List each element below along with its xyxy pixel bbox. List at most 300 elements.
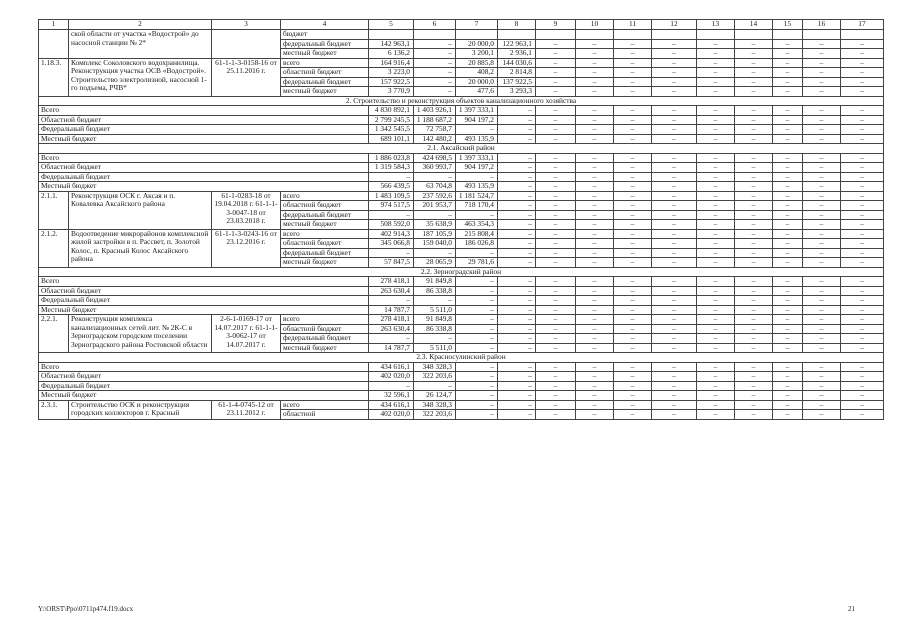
funding-source: бюджет [281, 30, 369, 40]
value-cell: – [773, 239, 803, 249]
funding-source: местный бюджет [281, 258, 369, 268]
value-cell: – [803, 134, 841, 144]
summary-row [39, 182, 884, 192]
value-cell: – [536, 258, 576, 268]
value-cell: – [614, 400, 652, 410]
value-cell: – [652, 106, 697, 116]
value-cell: – [536, 201, 576, 211]
object-name: Строительство ОСК и реконструкция городских коллекторов г. Красный [69, 400, 212, 419]
funding-source: областной бюджет [281, 324, 369, 334]
summary-row [39, 172, 884, 182]
value-cell: – [735, 191, 773, 201]
value-cell: – [614, 258, 652, 268]
value-cell: – [614, 191, 652, 201]
value-cell: 348 328,3 [414, 362, 456, 372]
value-cell: – [735, 201, 773, 211]
value-cell: – [697, 125, 735, 135]
value-cell: – [652, 248, 697, 258]
summary-label: Областной бюджет [39, 286, 369, 296]
column-number: 3 [212, 20, 281, 30]
value-cell: 159 040,0 [414, 239, 456, 249]
value-cell: – [841, 220, 884, 230]
column-number: 15 [773, 20, 803, 30]
funding-source: всего [281, 400, 369, 410]
value-cell: – [803, 305, 841, 315]
value-cell: – [456, 315, 498, 325]
value-cell: – [697, 210, 735, 220]
value-cell: – [841, 239, 884, 249]
value-cell: – [498, 324, 536, 334]
funding-source: местный бюджет [281, 49, 369, 59]
value-cell: – [456, 362, 498, 372]
value-cell: – [773, 77, 803, 87]
column-number: 12 [652, 20, 697, 30]
value-cell: – [841, 163, 884, 173]
value-cell: – [498, 381, 536, 391]
value-cell: 1 403 926,1 [414, 106, 456, 116]
value-cell: – [803, 334, 841, 344]
value-cell: – [456, 410, 498, 420]
funding-source: местный бюджет [281, 220, 369, 230]
value-cell: – [456, 343, 498, 353]
value-cell: – [498, 248, 536, 258]
value-cell [414, 30, 456, 40]
value-cell: 904 197,2 [456, 163, 498, 173]
value-cell: 322 203,6 [414, 410, 456, 420]
value-cell: – [576, 296, 614, 306]
value-cell: – [773, 296, 803, 306]
value-cell: 215 808,4 [456, 229, 498, 239]
funding-source: местный бюджет [281, 87, 369, 97]
value-cell: – [841, 134, 884, 144]
object-name: Реконструкция комплекса канализационных сетей лит. № 2К-С в Зерноградском городском поселении Зерноградского района Ростовской области [69, 315, 212, 353]
summary-label: Областной бюджет [39, 163, 369, 173]
value-cell: 718 170,4 [456, 201, 498, 211]
value-cell: – [498, 362, 536, 372]
section-title: 2.2. Зерноградский район [39, 267, 884, 277]
column-number: 11 [614, 20, 652, 30]
funding-source: федеральный бюджет [281, 210, 369, 220]
value-cell: – [697, 58, 735, 68]
value-cell: – [841, 324, 884, 334]
value-cell: – [576, 201, 614, 211]
summary-row [39, 106, 884, 116]
value-cell: – [841, 286, 884, 296]
value-cell: – [697, 106, 735, 116]
value-cell: – [414, 39, 456, 49]
value-cell: – [652, 220, 697, 230]
value-cell: 434 616,1 [369, 362, 414, 372]
value-cell: – [735, 77, 773, 87]
value-cell: – [652, 77, 697, 87]
funding-source: местный бюджет [281, 343, 369, 353]
value-cell: – [369, 210, 414, 220]
value-cell: – [773, 229, 803, 239]
value-cell: – [652, 315, 697, 325]
value-cell: – [536, 191, 576, 201]
value-cell: – [697, 343, 735, 353]
funding-source: областной бюджет [281, 68, 369, 78]
summary-label: Местный бюджет [39, 391, 369, 401]
value-cell: – [841, 296, 884, 306]
object-name: Реконструкция ОСК г. Аксая и п. Ковалевка Аксайского района [69, 191, 212, 229]
funding-source: всего [281, 315, 369, 325]
value-cell: – [498, 134, 536, 144]
value-cell: – [536, 315, 576, 325]
table-body [39, 20, 884, 420]
value-cell: – [536, 68, 576, 78]
value-cell: 2 799 245,5 [369, 115, 414, 125]
value-cell: – [536, 296, 576, 306]
value-cell: – [614, 343, 652, 353]
value-cell: – [614, 410, 652, 420]
value-cell: – [735, 115, 773, 125]
value-cell: – [735, 343, 773, 353]
value-cell: – [652, 39, 697, 49]
value-cell: – [697, 334, 735, 344]
file-path: Y:\ORST\Ppo\0711p474.f19.docx [38, 605, 134, 613]
value-cell: – [614, 220, 652, 230]
value-cell: – [735, 172, 773, 182]
value-cell: 493 135,9 [456, 134, 498, 144]
funding-source: всего [281, 58, 369, 68]
object-row [39, 400, 884, 410]
value-cell: – [773, 172, 803, 182]
value-cell: 72 758,7 [414, 125, 456, 135]
value-cell: 29 781,6 [456, 258, 498, 268]
value-cell: – [735, 305, 773, 315]
value-cell: – [803, 315, 841, 325]
value-cell: – [803, 49, 841, 59]
value-cell: – [456, 305, 498, 315]
summary-row [39, 134, 884, 144]
value-cell: – [773, 210, 803, 220]
value-cell: – [576, 115, 614, 125]
value-cell: 35 638,9 [414, 220, 456, 230]
funding-source: областной бюджет [281, 239, 369, 249]
value-cell: – [498, 410, 536, 420]
value-cell: – [697, 391, 735, 401]
value-cell: 122 963,1 [498, 39, 536, 49]
summary-row [39, 391, 884, 401]
value-cell: – [498, 115, 536, 125]
value-cell: – [414, 87, 456, 97]
value-cell [697, 30, 735, 40]
value-cell: – [841, 58, 884, 68]
value-cell: – [697, 201, 735, 211]
value-cell: – [652, 191, 697, 201]
value-cell: – [369, 248, 414, 258]
funding-source: областной [281, 410, 369, 420]
value-cell: – [536, 106, 576, 116]
value-cell: – [498, 286, 536, 296]
value-cell: – [536, 324, 576, 334]
value-cell: 142 480,2 [414, 134, 456, 144]
value-cell: – [498, 400, 536, 410]
value-cell: – [697, 296, 735, 306]
value-cell: – [735, 68, 773, 78]
value-cell: – [735, 296, 773, 306]
value-cell: – [773, 305, 803, 315]
value-cell: – [697, 372, 735, 382]
value-cell: 3 293,3 [498, 87, 536, 97]
value-cell: 237 592,6 [414, 191, 456, 201]
value-cell: – [414, 172, 456, 182]
value-cell: 434 616,1 [369, 400, 414, 410]
object-number: 1.18.3. [39, 58, 69, 96]
value-cell: – [773, 49, 803, 59]
value-cell: – [498, 201, 536, 211]
value-cell: – [456, 248, 498, 258]
value-cell: 3 770,9 [369, 87, 414, 97]
value-cell: – [576, 68, 614, 78]
value-cell: – [652, 400, 697, 410]
value-cell: – [773, 410, 803, 420]
value-cell: – [841, 258, 884, 268]
section-row [39, 144, 884, 154]
value-cell: – [841, 210, 884, 220]
column-number: 7 [456, 20, 498, 30]
value-cell: 4 830 892,1 [369, 106, 414, 116]
value-cell: 1 181 524,7 [456, 191, 498, 201]
value-cell: – [614, 125, 652, 135]
value-cell: – [576, 239, 614, 249]
value-cell: – [841, 77, 884, 87]
value-cell: – [456, 391, 498, 401]
value-cell: – [576, 410, 614, 420]
value-cell: – [536, 239, 576, 249]
value-cell: – [576, 324, 614, 334]
value-cell: – [652, 410, 697, 420]
value-cell: – [614, 324, 652, 334]
value-cell: – [735, 106, 773, 116]
value-cell: – [803, 182, 841, 192]
value-cell: 186 026,8 [456, 239, 498, 249]
value-cell: – [841, 305, 884, 315]
value-cell: – [735, 400, 773, 410]
value-cell: – [536, 372, 576, 382]
value-cell: – [803, 324, 841, 334]
value-cell: – [841, 391, 884, 401]
value-cell: – [841, 381, 884, 391]
value-cell: – [841, 39, 884, 49]
value-cell: – [614, 229, 652, 239]
value-cell: – [536, 125, 576, 135]
value-cell: 3 200,1 [456, 49, 498, 59]
value-cell: – [841, 87, 884, 97]
value-cell: – [498, 106, 536, 116]
value-cell: 187 105,9 [414, 229, 456, 239]
value-cell: – [803, 296, 841, 306]
value-cell: – [536, 87, 576, 97]
value-cell: – [697, 49, 735, 59]
value-cell: – [697, 182, 735, 192]
value-cell: 6 136,2 [369, 49, 414, 59]
summary-label: Местный бюджет [39, 134, 369, 144]
value-cell: – [735, 372, 773, 382]
value-cell: – [773, 201, 803, 211]
value-cell: – [841, 106, 884, 116]
value-cell: – [614, 163, 652, 173]
value-cell: – [841, 115, 884, 125]
value-cell: – [652, 172, 697, 182]
summary-row [39, 115, 884, 125]
value-cell: – [803, 106, 841, 116]
value-cell: 32 596,1 [369, 391, 414, 401]
value-cell: – [652, 163, 697, 173]
value-cell: – [414, 381, 456, 391]
value-cell: – [652, 381, 697, 391]
column-number: 14 [735, 20, 773, 30]
value-cell: – [536, 391, 576, 401]
value-cell: – [735, 258, 773, 268]
value-cell: – [773, 343, 803, 353]
value-cell: – [498, 172, 536, 182]
value-cell [456, 30, 498, 40]
value-cell: – [498, 220, 536, 230]
value-cell: – [841, 182, 884, 192]
object-number: 2.3.1. [39, 400, 69, 419]
value-cell: – [803, 400, 841, 410]
value-cell: – [803, 210, 841, 220]
value-cell: – [735, 125, 773, 135]
section-row [39, 353, 884, 363]
value-cell: – [576, 362, 614, 372]
value-cell: – [576, 191, 614, 201]
value-cell: – [576, 258, 614, 268]
value-cell: 63 704,8 [414, 182, 456, 192]
funding-source: областной бюджет [281, 201, 369, 211]
column-number: 1 [39, 20, 69, 30]
value-cell: – [498, 315, 536, 325]
value-cell: – [369, 381, 414, 391]
object-requisites: 61-1-4-0745-12 от 23.11.2012 г. [212, 400, 281, 419]
summary-label: Местный бюджет [39, 182, 369, 192]
value-cell [803, 30, 841, 40]
value-cell: – [841, 343, 884, 353]
value-cell: – [652, 391, 697, 401]
object-number: 2.1.1. [39, 191, 69, 229]
value-cell: – [456, 277, 498, 287]
object-row [39, 58, 884, 68]
value-cell: 26 124,7 [414, 391, 456, 401]
value-cell: – [803, 362, 841, 372]
funding-source: федеральный бюджет [281, 334, 369, 344]
value-cell: – [735, 153, 773, 163]
value-cell: 137 922,5 [498, 77, 536, 87]
object-number [39, 30, 69, 59]
value-cell: – [576, 305, 614, 315]
summary-label: Местный бюджет [39, 305, 369, 315]
value-cell: – [697, 324, 735, 334]
value-cell: 278 418,1 [369, 277, 414, 287]
summary-row [39, 296, 884, 306]
value-cell: – [652, 134, 697, 144]
value-cell: – [498, 239, 536, 249]
value-cell: 408,2 [456, 68, 498, 78]
value-cell [841, 30, 884, 40]
summary-label: Всего [39, 153, 369, 163]
value-cell: – [652, 343, 697, 353]
value-cell: – [735, 239, 773, 249]
value-cell: – [536, 134, 576, 144]
value-cell: – [735, 410, 773, 420]
value-cell: – [735, 220, 773, 230]
value-cell: – [803, 410, 841, 420]
value-cell: – [536, 410, 576, 420]
value-cell: – [652, 182, 697, 192]
value-cell: – [841, 362, 884, 372]
value-cell: – [697, 77, 735, 87]
value-cell: – [414, 248, 456, 258]
value-cell: – [614, 305, 652, 315]
value-cell: 2 936,1 [498, 49, 536, 59]
value-cell: 689 101,1 [369, 134, 414, 144]
value-cell: 322 203,6 [414, 372, 456, 382]
value-cell: – [536, 49, 576, 59]
value-cell: – [414, 77, 456, 87]
value-cell: 402 914,3 [369, 229, 414, 239]
summary-label: Федеральный бюджет [39, 125, 369, 135]
value-cell: – [773, 153, 803, 163]
column-number: 8 [498, 20, 536, 30]
value-cell [498, 30, 536, 40]
value-cell: 164 916,4 [369, 58, 414, 68]
value-cell: – [614, 106, 652, 116]
value-cell: – [576, 400, 614, 410]
value-cell: – [773, 324, 803, 334]
value-cell: – [576, 334, 614, 344]
value-cell: – [803, 343, 841, 353]
object-name: ской области от участка «Водострой» до насосной станции № 2* [69, 30, 212, 59]
funding-source: всего [281, 191, 369, 201]
value-cell: – [697, 239, 735, 249]
value-cell: – [735, 315, 773, 325]
value-cell: 20 000,0 [456, 39, 498, 49]
section-title: 2.1. Аксайский район [39, 144, 884, 154]
value-cell: 1 397 333,1 [456, 106, 498, 116]
value-cell: – [652, 68, 697, 78]
value-cell: – [536, 381, 576, 391]
value-cell: – [498, 372, 536, 382]
value-cell: – [697, 315, 735, 325]
value-cell: – [803, 248, 841, 258]
value-cell: – [536, 343, 576, 353]
value-cell: – [414, 210, 456, 220]
value-cell: – [576, 210, 614, 220]
value-cell: – [614, 286, 652, 296]
object-requisites: 61-1-1-3-0158-16 от 25.11.2016 г. [212, 58, 281, 96]
value-cell: – [536, 77, 576, 87]
value-cell: – [803, 153, 841, 163]
value-cell: 348 328,3 [414, 400, 456, 410]
value-cell: – [652, 362, 697, 372]
value-cell: 144 030,6 [498, 58, 536, 68]
value-cell: – [456, 372, 498, 382]
value-cell: – [697, 39, 735, 49]
value-cell: – [773, 106, 803, 116]
value-cell [652, 30, 697, 40]
value-cell: – [614, 134, 652, 144]
value-cell: – [773, 220, 803, 230]
value-cell: – [536, 277, 576, 287]
summary-label: Областной бюджет [39, 372, 369, 382]
summary-label: Всего [39, 277, 369, 287]
value-cell: – [614, 172, 652, 182]
object-row [39, 229, 884, 239]
value-cell: – [576, 125, 614, 135]
section-row [39, 267, 884, 277]
